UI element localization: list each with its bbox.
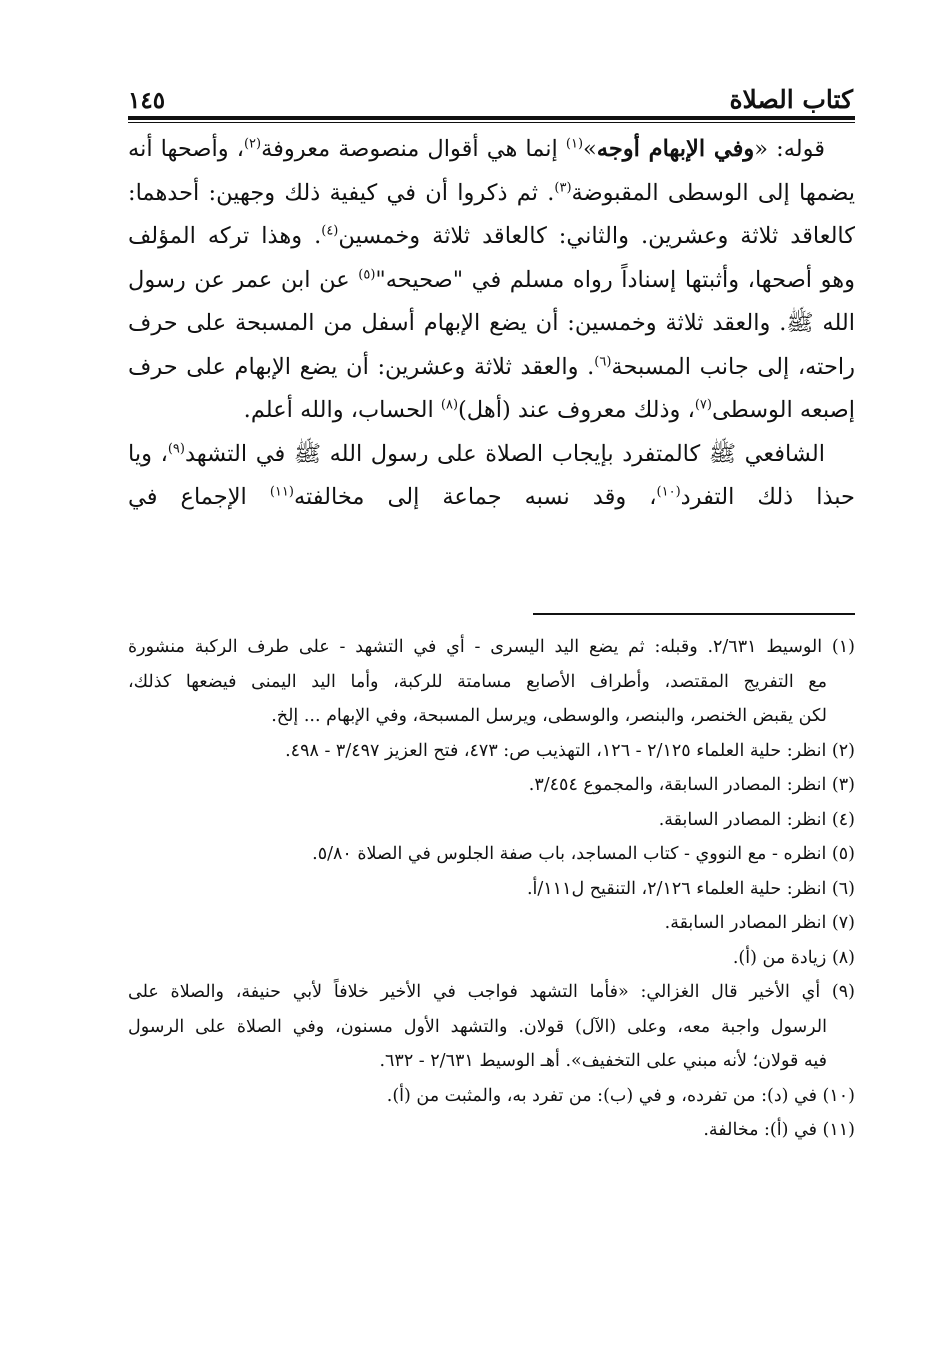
footnote-3: (٣) انظر: المصادر السابقة، والمجموع ٣/٤٥٤. bbox=[528, 775, 855, 795]
header-rule-thin bbox=[128, 122, 855, 123]
footnote-ref: (١) bbox=[565, 136, 584, 152]
footnote-8: (٨) زيادة من (أ). bbox=[732, 947, 855, 968]
body-line-2: يضمها إلى الوسطى المقبوضة$^{(٣)}$. ثم ذكروا أن في كيفية ذلك وجهين: أحدهما: bbox=[128, 179, 855, 206]
main-text bbox=[128, 128, 855, 520]
body-line-5: الله ﷺ. والعقد ثلاثة وخمسين: أن يضع الإبهام أسفل من المسبحة على حرف bbox=[128, 310, 855, 336]
running-title: كتاب الصلاة bbox=[729, 85, 853, 114]
footnote-6: (٦) انظر: حلية العلماء ٢/١٢٦، التنقيح ل١١١/أ. bbox=[526, 878, 855, 899]
footnote-9: (٩) أي الأخير قال الغزالي: «فأما التشهد فواجب في الأخير خلافاً لأبي حنيفة، والصلاة على الرسول واجبة معه، وعلى (الآل) قولان. والتشهد الأول مسنون، وفي الصلاة على الرسول فيه قولان؛ لأنه مبني على التخفيف». أهـ الوسيط ٢/٦٣١ - ٦٣٢. bbox=[128, 982, 855, 1071]
footnote-2: (٢) انظر: حلية العلماء ٢/١٢٥ - ١٢٦، التهذيب ص: ٤٧٣، فتح العزيز ٣/٤٩٧ - ٤٩٨. bbox=[285, 740, 855, 761]
footnote-ref: (١١) bbox=[269, 484, 294, 500]
body-line-9: حبذا ذلك التفرد$^{(١٠)}$، وقد نسبه جماعة إلى مخالفته$^{(١١)}$ الإجماع في bbox=[128, 484, 855, 510]
body-line-8: الشافعي ﷺ كالمتفرد بإيجاب الصلاة على رسول الله ﷺ في التشهد$^{(٩)}$، ويا bbox=[128, 440, 825, 467]
footnote-ref: (٢) bbox=[243, 136, 262, 152]
body-line-6: راحته، إلى جانب المسبحة$^{(٦)}$. والعقد ثلاثة وعشرين: أن يضع الإبهام على حرف bbox=[128, 353, 855, 380]
footnote-11: (١١) في (أ): مخالفة. bbox=[703, 1120, 855, 1140]
footnote-ref: (٦) bbox=[594, 354, 612, 369]
footnote-ref: (٤) bbox=[321, 223, 339, 239]
header-rule-thick bbox=[128, 116, 855, 120]
footnote-5: (٥) انظره - مع النووي - كتاب المساجد، باب صفة الجلوس في الصلاة ٥/٨٠. bbox=[312, 844, 855, 864]
footnote-ref: (٩) bbox=[167, 441, 185, 456]
body-line-3: كالعاقد ثلاثة وعشرين. والثاني: كالعاقد ثلاثة وخمسين$^{(٤)}$. وهذا تركه المؤلف bbox=[128, 223, 855, 249]
footnote-ref: (١٠) bbox=[656, 484, 681, 500]
body-line-7: إصبعه الوسطى$^{(٧)}$، وذلك معروف عند (أهل)$^{(٨)}$ الحساب، والله أعلم. bbox=[243, 397, 855, 423]
footnote-10: (١٠) في (د): من تفرده، و في (ب): من تفرد به، والمثبت من (أ). bbox=[386, 1085, 855, 1106]
quoted-phrase: وفي الإبهام أوجه bbox=[596, 136, 755, 162]
footnote-1: (١) الوسيط ٢/٦٣١. وقبله: ثم يضع اليد اليسرى - أي في التشهد - على طرف الركبة منشورة مع التفريج المقتصد، وأطراف الأصابع مسامتة للركبة، وأما اليد اليمنى فيضعها كذلك، لكن يقبض الخنصر، والبنصر، والوسطى، ويرسل المسبحة، وفي الإبهام ... إلخ. bbox=[128, 637, 855, 726]
footnote-ref: (٥) bbox=[358, 267, 376, 282]
body-line-1: قوله: «وفي الإبهام أوجه»$^{(١)}$ إنما هي أقوال منصوصة معروفة$^{(٢)}$، وأصحها أنه bbox=[128, 136, 826, 162]
footnote-separator bbox=[533, 613, 855, 615]
footnote-7: (٧) انظر المصادر السابقة. bbox=[664, 913, 855, 933]
page-header bbox=[128, 82, 853, 114]
footnote-4: (٤) انظر: المصادر السابقة. bbox=[658, 809, 855, 830]
footnote-ref: (٣) bbox=[554, 180, 572, 195]
body-line-4: وهو أصحها، وأثبتها إسناداً رواه مسلم في "صحيحه"$^{(٥)}$ عن ابن عمر عن رسول bbox=[128, 266, 855, 293]
footnote-ref: (٧) bbox=[694, 397, 712, 413]
page-number: ١٤٥ bbox=[128, 87, 166, 114]
footnote-ref: (٨) bbox=[440, 397, 459, 413]
footnotes bbox=[128, 630, 855, 1148]
